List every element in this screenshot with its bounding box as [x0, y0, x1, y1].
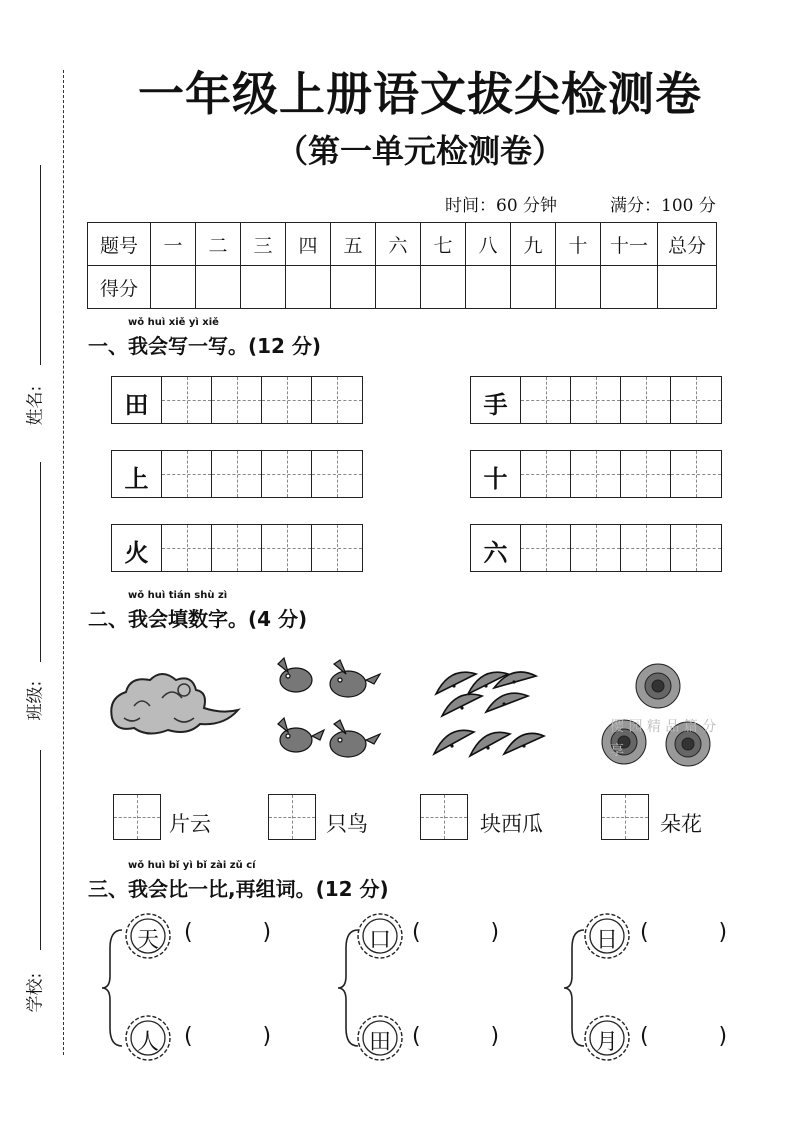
score-input-cell[interactable] — [286, 266, 331, 309]
count-box-watermelon[interactable] — [420, 794, 468, 840]
score-input-cell[interactable] — [658, 266, 717, 309]
exam-time: 时间：60 分钟 — [445, 196, 558, 216]
writing-cell[interactable] — [521, 525, 571, 571]
score-header-cell: 十 — [556, 223, 601, 266]
score-header-cell: 五 — [331, 223, 376, 266]
model-char: 火 — [124, 539, 149, 567]
page-subtitle: （第一单元检测卷） — [275, 132, 564, 170]
score-header-cell: 六 — [376, 223, 421, 266]
score-input-cell[interactable] — [331, 266, 376, 309]
section1-pinyin: wǒ huì xiě yì xiě — [128, 317, 219, 328]
answer-paren[interactable]: ( ) — [412, 1024, 500, 1049]
count-box-bird[interactable] — [268, 794, 316, 840]
writing-grid-shang — [111, 450, 363, 498]
section3-pinyin: wǒ huì bǐ yì bǐ zài zǔ cí — [128, 860, 256, 871]
writing-cell[interactable] — [312, 525, 362, 571]
count-label-watermelon: 块西瓜 — [480, 812, 543, 836]
writing-grid-huo — [111, 524, 363, 572]
count-box-cloud[interactable] — [113, 794, 161, 840]
score-header-cell: 总分 — [658, 223, 717, 266]
school-write-line — [40, 750, 41, 950]
cloud-icon — [104, 668, 242, 740]
writing-grid-tian — [111, 376, 363, 424]
writing-cell[interactable] — [521, 451, 571, 497]
writing-cell[interactable] — [571, 377, 621, 423]
answer-paren[interactable]: ( ) — [640, 1024, 728, 1049]
writing-cell[interactable] — [162, 451, 212, 497]
writing-cell[interactable] — [671, 377, 721, 423]
score-header-cell: 二 — [196, 223, 241, 266]
model-char: 田 — [124, 391, 149, 419]
section2-pinyin: wǒ huì tián shù zì — [128, 590, 228, 601]
score-header-cell: 九 — [511, 223, 556, 266]
score-input-cell[interactable] — [601, 266, 658, 309]
writing-cell[interactable] — [521, 377, 571, 423]
score-header-cell: 三 — [241, 223, 286, 266]
watermelon-icon — [432, 664, 546, 762]
model-char: 六 — [483, 539, 508, 567]
writing-cell[interactable] — [571, 525, 621, 571]
writing-cell[interactable] — [621, 377, 671, 423]
score-input-cell[interactable] — [556, 266, 601, 309]
writing-cell[interactable] — [671, 525, 721, 571]
model-char: 手 — [483, 391, 508, 419]
count-label-cloud: 片云 — [169, 812, 211, 836]
compare-char: 月 — [595, 1030, 618, 1055]
compare-char: 口 — [368, 928, 391, 953]
section3-title: 三、我会比一比,再组词。(12 分) — [88, 877, 389, 901]
answer-paren[interactable]: ( ) — [184, 1024, 272, 1049]
writing-cell[interactable] — [621, 451, 671, 497]
score-input-cell[interactable] — [241, 266, 286, 309]
brace-icon — [100, 928, 124, 1048]
writing-grid-shou — [470, 376, 722, 424]
writing-cell[interactable] — [671, 451, 721, 497]
score-header-cell: 一 — [151, 223, 196, 266]
name-write-line — [40, 165, 41, 365]
writing-cell[interactable] — [212, 525, 262, 571]
flower-char-frame — [354, 1012, 406, 1064]
school-label: 学校: — [25, 972, 46, 1013]
writing-grid-liu — [470, 524, 722, 572]
writing-cell[interactable] — [312, 451, 362, 497]
writing-cell[interactable] — [262, 377, 312, 423]
full-score: 满分：100 分 — [610, 196, 716, 216]
writing-cell[interactable] — [212, 377, 262, 423]
writing-cell[interactable] — [312, 377, 362, 423]
page-title: 一年级上册语文拔尖检测卷 — [138, 67, 702, 121]
score-input-cell[interactable] — [376, 266, 421, 309]
compare-char: 田 — [368, 1030, 391, 1055]
score-input-cell[interactable] — [151, 266, 196, 309]
score-input-cell[interactable] — [511, 266, 556, 309]
name-label: 姓名: — [25, 385, 46, 426]
section1-title: 一、我会写一写。(12 分) — [88, 334, 322, 358]
score-row-label: 得分 — [88, 266, 151, 309]
writing-cell[interactable] — [162, 377, 212, 423]
flower-char-frame — [122, 910, 174, 962]
section2-title: 二、我会填数字。(4 分) — [88, 607, 308, 631]
score-header-cell: 题号 — [88, 223, 151, 266]
compare-char: 天 — [136, 928, 159, 953]
count-box-flower[interactable] — [601, 794, 649, 840]
watermark-text: 樱 园 精 品 篇 分 享 — [610, 719, 717, 759]
score-header-cell: 七 — [421, 223, 466, 266]
flower-char-frame — [581, 910, 633, 962]
score-table — [87, 222, 717, 309]
writing-cell[interactable] — [212, 451, 262, 497]
writing-grid-shi — [470, 450, 722, 498]
answer-paren[interactable]: ( ) — [640, 920, 728, 945]
count-label-bird: 只鸟 — [326, 812, 368, 836]
flower-char-frame — [581, 1012, 633, 1064]
answer-paren[interactable]: ( ) — [412, 920, 500, 945]
score-table-header-row — [88, 223, 717, 266]
writing-cell[interactable] — [162, 525, 212, 571]
score-header-cell: 八 — [466, 223, 511, 266]
writing-cell[interactable] — [262, 525, 312, 571]
answer-paren[interactable]: ( ) — [184, 920, 272, 945]
writing-cell[interactable] — [571, 451, 621, 497]
binding-dash-line — [63, 70, 64, 1055]
class-label: 班级: — [25, 680, 46, 721]
class-write-line — [40, 462, 41, 662]
flower-char-frame — [122, 1012, 174, 1064]
writing-cell[interactable] — [262, 451, 312, 497]
flower-char-frame — [354, 910, 406, 962]
score-input-cell[interactable] — [421, 266, 466, 309]
score-input-cell[interactable] — [196, 266, 241, 309]
count-label-flower: 朵花 — [660, 812, 702, 836]
birds-icon — [274, 654, 382, 766]
score-table-score-row — [88, 266, 717, 309]
model-char: 十 — [483, 465, 508, 493]
model-char: 上 — [124, 465, 149, 493]
score-header-cell: 四 — [286, 223, 331, 266]
score-input-cell[interactable] — [466, 266, 511, 309]
score-header-cell: 十一 — [601, 223, 658, 266]
writing-cell[interactable] — [621, 525, 671, 571]
compare-char: 日 — [595, 928, 618, 953]
compare-char: 人 — [136, 1030, 159, 1055]
